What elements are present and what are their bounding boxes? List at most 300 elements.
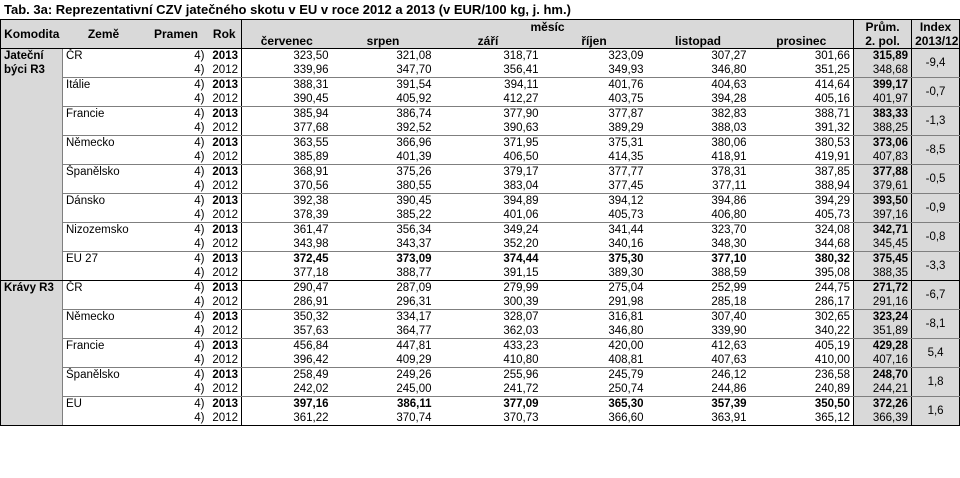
value-cell: 368,91: [293, 166, 329, 178]
year-cell: 2012: [208, 208, 242, 223]
value-cell: 412,63: [711, 340, 747, 352]
value-cell: 410,80: [435, 353, 542, 368]
value-cell: 374,44: [503, 253, 539, 265]
value-cell: 350,50: [814, 398, 851, 410]
value-cell: 370,74: [332, 411, 435, 426]
country-name-spacer: [63, 353, 145, 368]
average-cell: 393,50: [854, 194, 912, 209]
value-cell: 363,55: [293, 137, 329, 149]
value-cell: 385,94: [293, 108, 329, 120]
commodity-label: Jateční: [4, 50, 44, 62]
table-row: [1, 310, 960, 325]
source-cell: 4): [145, 324, 208, 339]
source-cell: 4): [194, 311, 205, 323]
table-row: [1, 121, 960, 136]
index-cell: -1,3: [912, 107, 960, 136]
source-cell: 4): [194, 340, 205, 352]
country-name: Španělsko: [63, 368, 145, 383]
value-cell: 366,60: [542, 411, 647, 426]
value-cell: 363,91: [647, 411, 750, 426]
table-row: [1, 295, 960, 310]
country-name-spacer: [63, 121, 145, 136]
value-cell: 391,15: [435, 266, 542, 281]
year-cell: 2012: [208, 266, 242, 281]
value-cell: 414,64: [814, 79, 851, 91]
value-cell: 377,87: [608, 108, 644, 120]
country-name-spacer: [63, 266, 145, 281]
year-cell: 2013: [208, 223, 242, 238]
value-cell: 241,72: [435, 382, 542, 397]
index-cell: -8,1: [912, 310, 960, 339]
value-cell: 380,55: [332, 179, 435, 194]
average-cell: 323,24: [854, 310, 912, 325]
table-row: [1, 382, 960, 397]
value-cell: 347,70: [332, 63, 435, 78]
year-cell: 2013: [208, 339, 242, 354]
average-cell: 271,72: [854, 281, 912, 296]
value-cell: 245,79: [608, 369, 644, 381]
value-cell: 387,85: [814, 166, 851, 178]
average-cell: 388,35: [854, 266, 912, 281]
value-cell: 377,10: [711, 253, 747, 265]
value-cell: 350,32: [293, 311, 329, 323]
value-cell: 323,50: [293, 50, 329, 62]
value-cell: 323,70: [711, 224, 747, 236]
source-cell: 4): [145, 92, 208, 107]
value-cell: 349,93: [542, 63, 647, 78]
average-cell: 375,45: [854, 252, 912, 267]
table-row: [1, 208, 960, 223]
source-cell: 4): [145, 237, 208, 252]
average-cell: 244,21: [854, 382, 912, 397]
value-cell: 394,29: [814, 195, 851, 207]
average-cell: 348,68: [854, 63, 912, 78]
country-name: Španělsko: [63, 165, 145, 180]
year-cell: 2012: [208, 179, 242, 194]
value-cell: 244,75: [814, 282, 851, 294]
value-cell: 307,40: [711, 311, 747, 323]
year-cell: 2013: [208, 310, 242, 325]
commodity-cell: [1, 281, 63, 426]
average-cell: 345,45: [854, 237, 912, 252]
price-table: [0, 19, 960, 426]
value-cell: 388,77: [332, 266, 435, 281]
value-cell: 339,96: [242, 63, 332, 78]
average-cell: 397,16: [854, 208, 912, 223]
value-cell: 362,03: [435, 324, 542, 339]
value-cell: 340,16: [542, 237, 647, 252]
country-name: Německo: [63, 310, 145, 325]
value-cell: 420,00: [608, 340, 644, 352]
value-cell: 371,95: [503, 137, 539, 149]
header-pramen: Pramen: [145, 20, 208, 49]
year-cell: 2013: [208, 368, 242, 383]
value-cell: 404,63: [711, 79, 747, 91]
average-cell: 388,25: [854, 121, 912, 136]
value-cell: 377,09: [503, 398, 539, 410]
average-cell: 407,83: [854, 150, 912, 165]
value-cell: 365,30: [608, 398, 644, 410]
value-cell: 403,75: [542, 92, 647, 107]
value-cell: 296,31: [332, 295, 435, 310]
country-name: ČR: [63, 281, 145, 296]
value-cell: 291,98: [542, 295, 647, 310]
source-cell: 4): [194, 79, 205, 91]
value-cell: 343,37: [332, 237, 435, 252]
value-cell: 370,73: [435, 411, 542, 426]
country-name-spacer: [63, 382, 145, 397]
table-row: [1, 411, 960, 426]
table-row: [1, 368, 960, 383]
country-name: Francie: [63, 107, 145, 122]
country-name-spacer: [63, 150, 145, 165]
value-cell: 414,35: [542, 150, 647, 165]
country-name-spacer: [63, 324, 145, 339]
value-cell: 389,29: [542, 121, 647, 136]
country-name: ČR: [63, 49, 145, 64]
source-cell: 4): [194, 398, 205, 410]
average-cell: 351,89: [854, 324, 912, 339]
average-cell: 342,71: [854, 223, 912, 238]
value-cell: 394,11: [504, 79, 539, 91]
table-row: [1, 107, 960, 122]
year-cell: 2012: [208, 295, 242, 310]
value-cell: 352,20: [435, 237, 542, 252]
year-cell: 2013: [208, 136, 242, 151]
value-cell: 375,30: [608, 253, 644, 265]
value-cell: 377,68: [242, 121, 332, 136]
value-cell: 380,06: [711, 137, 747, 149]
header-index-1: Index: [912, 20, 960, 35]
source-cell: 4): [194, 369, 205, 381]
value-cell: 348,30: [647, 237, 750, 252]
year-cell: 2012: [208, 324, 242, 339]
table-row: [1, 252, 960, 267]
average-cell: 383,33: [854, 107, 912, 122]
value-cell: 375,31: [608, 137, 644, 149]
source-cell: 4): [145, 121, 208, 136]
value-cell: 321,08: [396, 50, 432, 62]
value-cell: 406,50: [435, 150, 542, 165]
header-month: září: [435, 34, 542, 49]
value-cell: 388,31: [293, 79, 329, 91]
value-cell: 249,26: [396, 369, 432, 381]
source-cell: 4): [194, 137, 205, 149]
value-cell: 377,45: [542, 179, 647, 194]
value-cell: 300,39: [435, 295, 542, 310]
country-name: Itálie: [63, 78, 145, 93]
value-cell: 391,54: [396, 79, 432, 91]
value-cell: 366,96: [396, 137, 432, 149]
value-cell: 252,99: [711, 282, 747, 294]
value-cell: 401,39: [332, 150, 435, 165]
average-cell: 401,97: [854, 92, 912, 107]
table-title: Tab. 3a: Reprezentativní CZV jatečného skotu v EU v roce 2012 a 2013 (v EUR/100 kg, j. hm.): [4, 2, 571, 17]
table-row: [1, 353, 960, 368]
table-row: [1, 49, 960, 64]
value-cell: 377,77: [608, 166, 644, 178]
value-cell: 378,31: [711, 166, 747, 178]
table-row: [1, 281, 960, 296]
value-cell: 394,89: [503, 195, 539, 207]
value-cell: 390,45: [242, 92, 332, 107]
value-cell: 433,23: [503, 340, 539, 352]
value-cell: 407,63: [647, 353, 750, 368]
table-row: [1, 136, 960, 151]
value-cell: 244,86: [647, 382, 750, 397]
index-cell: -0,7: [912, 78, 960, 107]
value-cell: 365,12: [750, 411, 854, 426]
value-cell: 343,98: [242, 237, 332, 252]
value-cell: 409,29: [332, 353, 435, 368]
value-cell: 405,92: [332, 92, 435, 107]
value-cell: 285,18: [647, 295, 750, 310]
value-cell: 307,27: [711, 50, 747, 62]
header-rok: Rok: [208, 20, 242, 49]
value-cell: 405,19: [814, 340, 851, 352]
value-cell: 388,71: [814, 108, 851, 120]
value-cell: 392,38: [293, 195, 329, 207]
country-name: Německo: [63, 136, 145, 151]
table-row: [1, 223, 960, 238]
country-name-spacer: [63, 411, 145, 426]
index-cell: -9,4: [912, 49, 960, 78]
value-cell: 394,28: [647, 92, 750, 107]
value-cell: 361,22: [242, 411, 332, 426]
index-cell: 5,4: [912, 339, 960, 368]
value-cell: 419,91: [750, 150, 854, 165]
value-cell: 377,18: [242, 266, 332, 281]
table-row: [1, 165, 960, 180]
year-cell: 2013: [208, 252, 242, 267]
value-cell: 385,22: [332, 208, 435, 223]
value-cell: 388,59: [647, 266, 750, 281]
year-cell: 2012: [208, 382, 242, 397]
value-cell: 389,30: [542, 266, 647, 281]
index-cell: -0,5: [912, 165, 960, 194]
country-name: EU 27: [63, 252, 145, 267]
value-cell: 316,81: [608, 311, 644, 323]
table-row: [1, 324, 960, 339]
year-cell: 2012: [208, 150, 242, 165]
header-month: listopad: [647, 34, 750, 49]
year-cell: 2013: [208, 397, 242, 412]
value-cell: 286,17: [750, 295, 854, 310]
source-cell: 4): [194, 282, 205, 294]
value-cell: 370,56: [242, 179, 332, 194]
country-name-spacer: [63, 63, 145, 78]
source-cell: 4): [145, 150, 208, 165]
year-cell: 2012: [208, 411, 242, 426]
source-cell: 4): [145, 411, 208, 426]
value-cell: 275,04: [608, 282, 644, 294]
value-cell: 334,17: [396, 311, 432, 323]
value-cell: 287,09: [396, 282, 432, 294]
value-cell: 246,12: [711, 369, 747, 381]
value-cell: 456,84: [293, 340, 329, 352]
source-cell: 4): [145, 208, 208, 223]
header-komodita: Komodita: [1, 20, 63, 49]
value-cell: 405,73: [542, 208, 647, 223]
value-cell: 401,76: [608, 79, 644, 91]
country-name: Dánsko: [63, 194, 145, 209]
average-cell: 372,26: [854, 397, 912, 412]
value-cell: 377,90: [503, 108, 539, 120]
year-cell: 2013: [208, 194, 242, 209]
value-cell: 242,02: [242, 382, 332, 397]
source-cell: 4): [145, 179, 208, 194]
value-cell: 378,39: [242, 208, 332, 223]
header-prum-1: Prům.: [854, 20, 912, 35]
table-row: [1, 397, 960, 412]
value-cell: 373,09: [396, 253, 432, 265]
average-cell: 377,88: [854, 165, 912, 180]
value-cell: 328,07: [503, 311, 539, 323]
table-row: [1, 78, 960, 93]
commodity-label: Krávy R3: [4, 282, 54, 294]
value-cell: 379,17: [503, 166, 539, 178]
year-cell: 2013: [208, 281, 242, 296]
value-cell: 340,22: [750, 324, 854, 339]
value-cell: 405,16: [750, 92, 854, 107]
header-month: červenec: [242, 34, 332, 49]
value-cell: 250,74: [542, 382, 647, 397]
year-cell: 2012: [208, 121, 242, 136]
header-prum-2: 2. pol.: [854, 34, 912, 49]
header-month: srpen: [332, 34, 435, 49]
value-cell: 236,58: [814, 369, 851, 381]
table-row: [1, 150, 960, 165]
source-cell: 4): [194, 195, 205, 207]
index-cell: 1,8: [912, 368, 960, 397]
average-cell: 407,16: [854, 353, 912, 368]
year-cell: 2012: [208, 353, 242, 368]
table-row: [1, 92, 960, 107]
average-cell: 315,89: [854, 49, 912, 64]
year-cell: 2013: [208, 165, 242, 180]
source-cell: 4): [145, 63, 208, 78]
value-cell: 357,39: [711, 398, 747, 410]
value-cell: 390,63: [435, 121, 542, 136]
value-cell: 341,44: [608, 224, 644, 236]
year-cell: 2012: [208, 63, 242, 78]
value-cell: 255,96: [503, 369, 539, 381]
value-cell: 390,45: [396, 195, 432, 207]
value-cell: 290,47: [293, 282, 329, 294]
value-cell: 302,65: [814, 311, 851, 323]
commodity-cell: [1, 49, 63, 281]
year-cell: 2013: [208, 107, 242, 122]
value-cell: 258,49: [293, 369, 329, 381]
table-row: [1, 266, 960, 281]
country-name: EU: [63, 397, 145, 412]
value-cell: 346,80: [542, 324, 647, 339]
value-cell: 396,42: [242, 353, 332, 368]
value-cell: 406,80: [647, 208, 750, 223]
index-cell: -3,3: [912, 252, 960, 281]
table-body: [1, 49, 960, 426]
average-cell: 399,17: [854, 78, 912, 93]
country-name-spacer: [63, 208, 145, 223]
year-cell: 2012: [208, 92, 242, 107]
header-index-2: 2013/12: [912, 34, 960, 49]
value-cell: 385,89: [242, 150, 332, 165]
average-cell: 379,61: [854, 179, 912, 194]
average-cell: 248,70: [854, 368, 912, 383]
value-cell: 301,66: [814, 50, 851, 62]
value-cell: 245,00: [332, 382, 435, 397]
value-cell: 386,74: [396, 108, 432, 120]
header-mesic: měsíc: [242, 20, 854, 35]
source-cell: 4): [145, 382, 208, 397]
value-cell: 380,53: [814, 137, 851, 149]
table-row: [1, 179, 960, 194]
source-cell: 4): [194, 224, 205, 236]
header-month: říjen: [542, 34, 647, 49]
country-name-spacer: [63, 295, 145, 310]
value-cell: 240,89: [750, 382, 854, 397]
year-cell: 2013: [208, 49, 242, 64]
index-cell: -0,9: [912, 194, 960, 223]
source-cell: 4): [145, 266, 208, 281]
value-cell: 401,06: [435, 208, 542, 223]
value-cell: 380,32: [814, 253, 851, 265]
value-cell: 351,25: [750, 63, 854, 78]
value-cell: 410,00: [750, 353, 854, 368]
average-cell: 429,28: [854, 339, 912, 354]
value-cell: 386,11: [396, 398, 432, 410]
index-cell: -6,7: [912, 281, 960, 310]
source-cell: 4): [145, 353, 208, 368]
table-row: [1, 339, 960, 354]
year-cell: 2013: [208, 78, 242, 93]
header-zeme: Země: [63, 20, 145, 49]
value-cell: 318,71: [503, 50, 539, 62]
value-cell: 394,86: [711, 195, 747, 207]
average-cell: 366,39: [854, 411, 912, 426]
value-cell: 324,08: [814, 224, 851, 236]
source-cell: 4): [194, 108, 205, 120]
value-cell: 418,91: [647, 150, 750, 165]
value-cell: 286,91: [242, 295, 332, 310]
value-cell: 408,81: [542, 353, 647, 368]
value-cell: 412,27: [435, 92, 542, 107]
value-cell: 394,12: [608, 195, 644, 207]
value-cell: 279,99: [503, 282, 539, 294]
value-cell: 357,63: [242, 324, 332, 339]
year-cell: 2012: [208, 237, 242, 252]
country-name: Nizozemsko: [63, 223, 145, 238]
value-cell: 382,83: [711, 108, 747, 120]
value-cell: 356,34: [396, 224, 432, 236]
source-cell: 4): [194, 253, 205, 265]
value-cell: 377,11: [647, 179, 750, 194]
value-cell: 364,77: [332, 324, 435, 339]
value-cell: 383,04: [435, 179, 542, 194]
average-cell: 373,06: [854, 136, 912, 151]
value-cell: 323,09: [608, 50, 644, 62]
table-row: [1, 237, 960, 252]
country-name-spacer: [63, 92, 145, 107]
value-cell: 397,16: [293, 398, 329, 410]
value-cell: 346,80: [647, 63, 750, 78]
value-cell: 388,94: [750, 179, 854, 194]
table-row: [1, 63, 960, 78]
commodity-label: býci R3: [4, 64, 45, 76]
country-name-spacer: [63, 179, 145, 194]
table-row: [1, 194, 960, 209]
value-cell: 344,68: [750, 237, 854, 252]
